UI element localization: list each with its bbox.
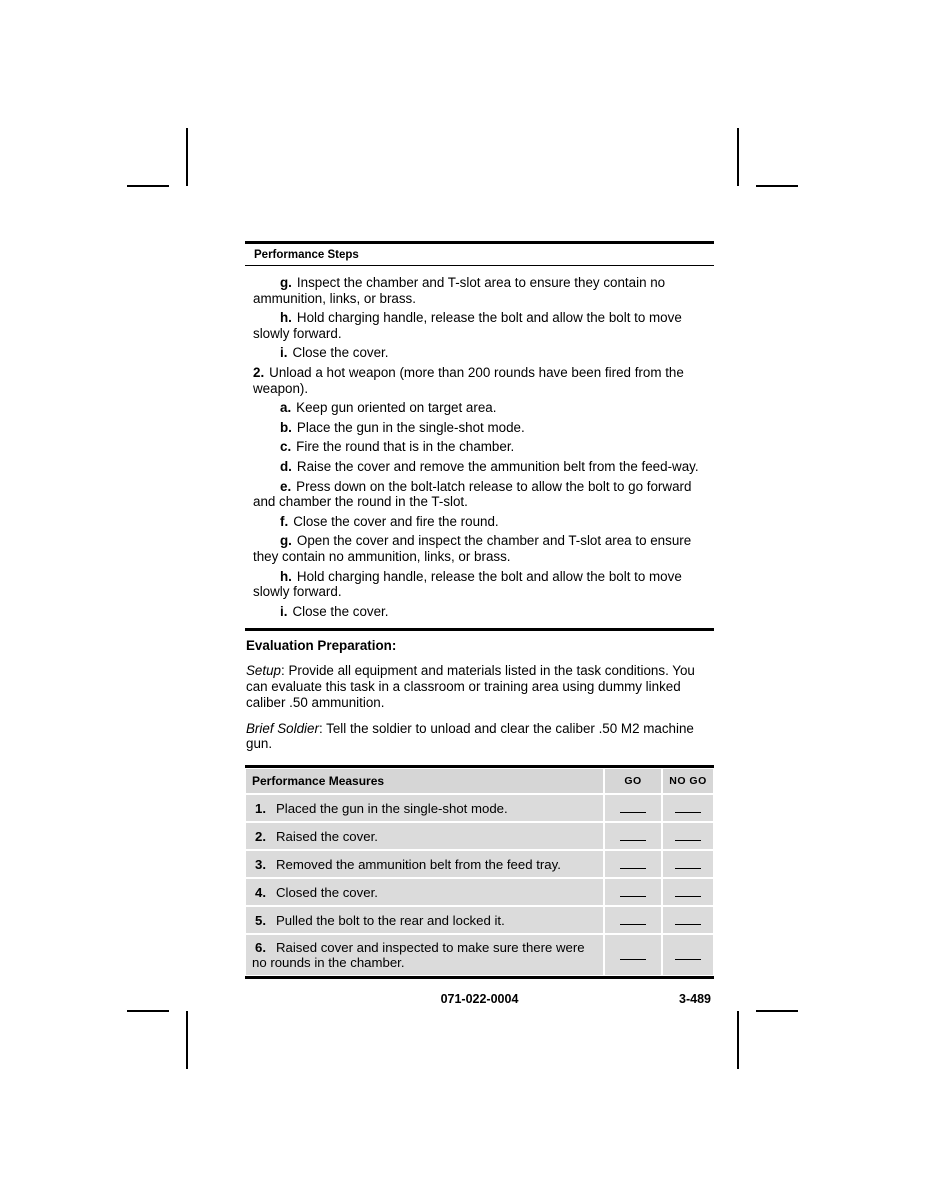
page-number: 3-489: [679, 992, 711, 1007]
step-label: d.: [280, 458, 292, 474]
performance-steps-section: [245, 241, 714, 631]
table-row: [245, 906, 714, 934]
measure-number: 1.: [255, 800, 266, 816]
step-label: c.: [280, 439, 292, 455]
measure-text: Closed the cover.: [276, 884, 378, 900]
go-column-header: GO: [604, 768, 662, 794]
crop-mark-bottom-right-vertical: [737, 1011, 739, 1069]
measure-number: 6.: [255, 940, 266, 956]
no-go-column-header: NO GO: [662, 768, 714, 794]
measure-number: 3.: [255, 856, 266, 872]
crop-mark-bottom-left-horizontal: [127, 1010, 169, 1012]
step-text: Open the cover and inspect the chamber and T-slot area to ensure they contain no ammunition, links, or brass.: [253, 533, 692, 564]
step-label: 2.: [253, 364, 265, 380]
go-blank-line: [620, 916, 646, 925]
crop-mark-top-left-horizontal: [127, 185, 169, 187]
step-text: Inspect the chamber and T-slot area to ensure they contain no ammunition, links, or brass.: [253, 275, 666, 306]
performance-steps-header: Performance Steps: [245, 244, 714, 266]
step-text: Hold charging handle, release the bolt and allow the bolt to move slowly forward.: [253, 568, 682, 600]
performance-steps-list: [245, 266, 714, 619]
brief-soldier-text: : Tell the soldier to unload and clear the caliber .50 M2 machine gun.: [246, 720, 694, 752]
step-label: e.: [280, 478, 292, 494]
no-go-blank-line: [675, 832, 701, 841]
performance-step: [253, 533, 710, 564]
performance-step: [253, 459, 710, 475]
performance-step: [253, 310, 710, 341]
step-text: Close the cover and fire the round.: [293, 513, 499, 529]
step-label: h.: [280, 568, 292, 584]
measure-number: 4.: [255, 884, 266, 900]
evaluation-preparation-heading: Evaluation Preparation:: [246, 638, 397, 654]
measure-text: Raised cover and inspected to make sure there were no rounds in the chamber.: [252, 940, 585, 971]
step-label: i.: [280, 345, 288, 361]
go-blank-line: [620, 951, 646, 960]
step-label: g.: [280, 533, 292, 549]
step-text: Keep gun oriented on target area.: [296, 400, 497, 416]
crop-mark-top-left-vertical: [186, 128, 188, 186]
go-blank-line: [620, 832, 646, 841]
step-label: i.: [280, 603, 288, 619]
setup-text: : Provide all equipment and materials listed in the task conditions. You can evaluate this task in a classroom or training area using dummy linked caliber .50 ammunition.: [246, 663, 695, 710]
measure-text: Raised the cover.: [276, 828, 378, 844]
go-blank-line: [620, 804, 646, 813]
performance-measures-header: Performance Measures: [245, 768, 604, 794]
no-go-blank-line: [675, 951, 701, 960]
page-content: [245, 241, 714, 1006]
step-text: Press down on the bolt-latch release to allow the bolt to go forward and chamber the round in the T-slot.: [253, 478, 692, 510]
brief-soldier-paragraph: [246, 721, 714, 753]
step-text: Close the cover.: [292, 345, 389, 361]
step-text: Hold charging handle, release the bolt and allow the bolt to move slowly forward.: [253, 310, 682, 341]
performance-step: [253, 604, 710, 620]
measure-number: 2.: [255, 828, 266, 844]
table-row: [245, 794, 714, 822]
table-row: [245, 878, 714, 906]
page-footer: [245, 992, 714, 1006]
performance-step: [253, 345, 710, 361]
performance-measures-table: [245, 765, 714, 979]
measure-number: 5.: [255, 912, 266, 928]
measure-text: Pulled the bolt to the rear and locked it.: [276, 912, 505, 928]
table-row: [245, 822, 714, 850]
setup-paragraph: [246, 663, 714, 710]
table-row: [245, 850, 714, 878]
no-go-blank-line: [675, 860, 701, 869]
step-text: Close the cover.: [292, 603, 389, 619]
measure-text: Placed the gun in the single-shot mode.: [276, 800, 508, 816]
crop-mark-bottom-left-vertical: [186, 1011, 188, 1069]
performance-step: [253, 514, 710, 530]
step-label: a.: [280, 400, 292, 416]
no-go-blank-line: [675, 916, 701, 925]
crop-mark-top-right-vertical: [737, 128, 739, 186]
performance-step: [253, 479, 710, 510]
performance-step: [253, 275, 710, 306]
step-text: Place the gun in the single-shot mode.: [296, 419, 525, 435]
crop-mark-top-right-horizontal: [756, 185, 798, 187]
step-label: b.: [280, 419, 292, 435]
performance-step: [253, 569, 710, 600]
measure-text: Removed the ammunition belt from the feed tray.: [276, 856, 561, 872]
step-text: Unload a hot weapon (more than 200 rounds have been fired from the weapon).: [253, 364, 684, 396]
document-number: 071-022-0004: [440, 992, 519, 1007]
setup-label: Setup: [246, 663, 281, 679]
crop-mark-bottom-right-horizontal: [756, 1010, 798, 1012]
performance-step: [253, 420, 710, 436]
step-label: h.: [280, 310, 292, 326]
performance-step: [253, 439, 710, 455]
step-text: Fire the round that is in the chamber.: [296, 439, 515, 455]
table-header-row: [245, 768, 714, 794]
no-go-blank-line: [675, 888, 701, 897]
go-blank-line: [620, 860, 646, 869]
performance-step: [253, 365, 710, 396]
performance-step: [253, 400, 710, 416]
no-go-blank-line: [675, 804, 701, 813]
step-label: f.: [280, 513, 289, 529]
brief-soldier-label: Brief Soldier: [246, 720, 319, 736]
table-row: [245, 934, 714, 976]
step-label: g.: [280, 275, 292, 290]
go-blank-line: [620, 888, 646, 897]
step-text: Raise the cover and remove the ammunition belt from the feed-way.: [296, 458, 699, 474]
